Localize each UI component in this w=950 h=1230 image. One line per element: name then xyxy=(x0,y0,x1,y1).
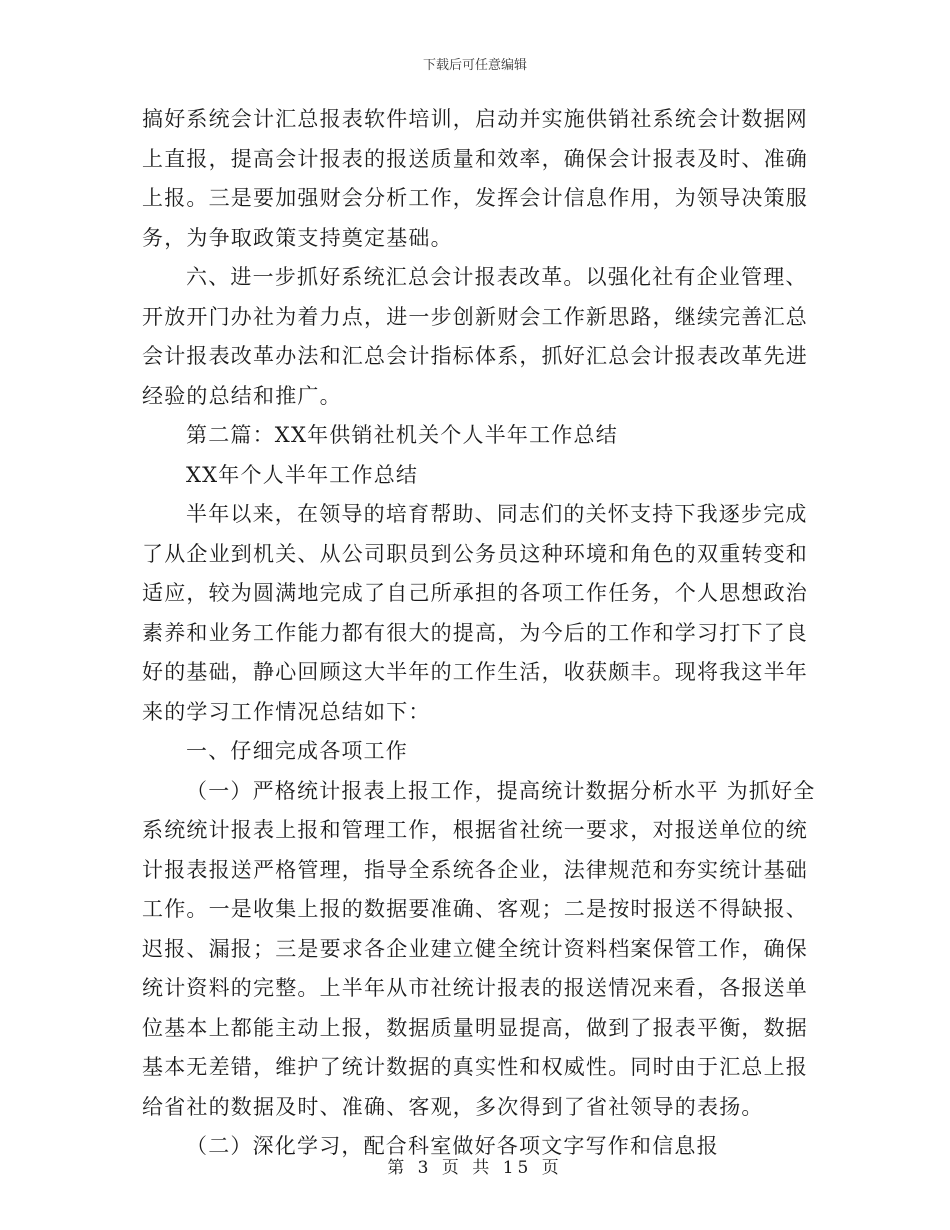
document-body xyxy=(142,100,814,1167)
text-line: （一）严格统计报表上报工作，提高统计数据分析水平 为抓好全 xyxy=(186,778,816,803)
text-line: 第二篇：XX年供销社机关个人半年工作总结 xyxy=(186,423,618,447)
page-header: 下载后可任意编辑 xyxy=(422,58,527,73)
paragraph xyxy=(142,416,814,456)
text-line: 工作。一是收集上报的数据要准确、客观；二是按时报送不得缺报、 xyxy=(142,897,808,921)
text-line: 计报表报送严格管理，指导全系统各企业，法律规范和夯实统计基础 xyxy=(142,857,808,882)
text-line: 基本无差错，维护了统计数据的真实性和权威性。同时由于汇总上报 xyxy=(142,1055,808,1079)
paragraph xyxy=(142,258,814,416)
paragraph xyxy=(142,732,814,772)
text-line: 开放开门办社为着力点，进一步创新财会工作新思路，继续完善汇总 xyxy=(142,304,808,329)
text-line: 经验的总结和推广。 xyxy=(142,383,342,408)
text-line: 六、进一步抓好系统汇总会计报表改革。以强化社有企业管理、 xyxy=(186,265,808,289)
text-line: 了从企业到机关、从公司职员到公务员这种环境和角色的双重转变和 xyxy=(142,541,808,566)
paragraph xyxy=(142,456,814,496)
text-line: 好的基础，静心回顾这大半年的工作生活，收获颇丰。现将我这半年 xyxy=(142,660,808,684)
paragraph xyxy=(142,772,814,1128)
paragraph xyxy=(142,495,814,732)
text-line: 上直报，提高会计报表的报送质量和效率，确保会计报表及时、准确 xyxy=(142,146,808,171)
text-line: 搞好系统会计汇总报表软件培训，启动并实施供销社系统会计数据网 xyxy=(142,107,808,131)
page-number-footer: 第 3 页 共 15 页 xyxy=(387,1158,563,1178)
paragraph xyxy=(142,100,814,258)
text-line: XX年个人半年工作总结 xyxy=(186,462,419,487)
text-line: 位基本上都能主动上报，数据质量明显提高，做到了报表平衡，数据 xyxy=(142,1015,808,1040)
text-line: 一、仔细完成各项工作 xyxy=(186,739,408,763)
text-line: 会计报表改革办法和汇总会计指标体系，抓好汇总会计报表改革先进 xyxy=(142,344,808,368)
text-line: 素养和业务工作能力都有很大的提高，为今后的工作和学习打下了良 xyxy=(142,620,808,645)
text-line: 适应，较为圆满地完成了自己所承担的各项工作任务，个人思想政治 xyxy=(142,581,808,605)
text-line: 统计资料的完整。上半年从市社统计报表的报送情况来看，各报送单 xyxy=(142,976,808,1000)
text-line: 系统统计报表上报和管理工作，根据省社统一要求，对报送单位的统 xyxy=(142,818,808,842)
text-line: 来的学习工作情况总结如下： xyxy=(142,699,431,724)
text-line: 上报。三是要加强财会分析工作，发挥会计信息作用，为领导决策服 xyxy=(142,186,808,210)
text-line: 半年以来，在领导的培育帮助、同志们的关怀支持下我逐步完成 xyxy=(186,502,808,526)
text-line: 给省社的数据及时、准确、客观，多次得到了省社领导的表扬。 xyxy=(142,1094,764,1119)
text-line: （二）深化学习，配合科室做好各项文字写作和信息报 xyxy=(186,1134,719,1158)
text-line: 迟报、漏报；三是要求各企业建立健全统计资料档案保管工作，确保 xyxy=(142,936,808,961)
text-line: 务，为争取政策支持奠定基础。 xyxy=(142,225,453,250)
